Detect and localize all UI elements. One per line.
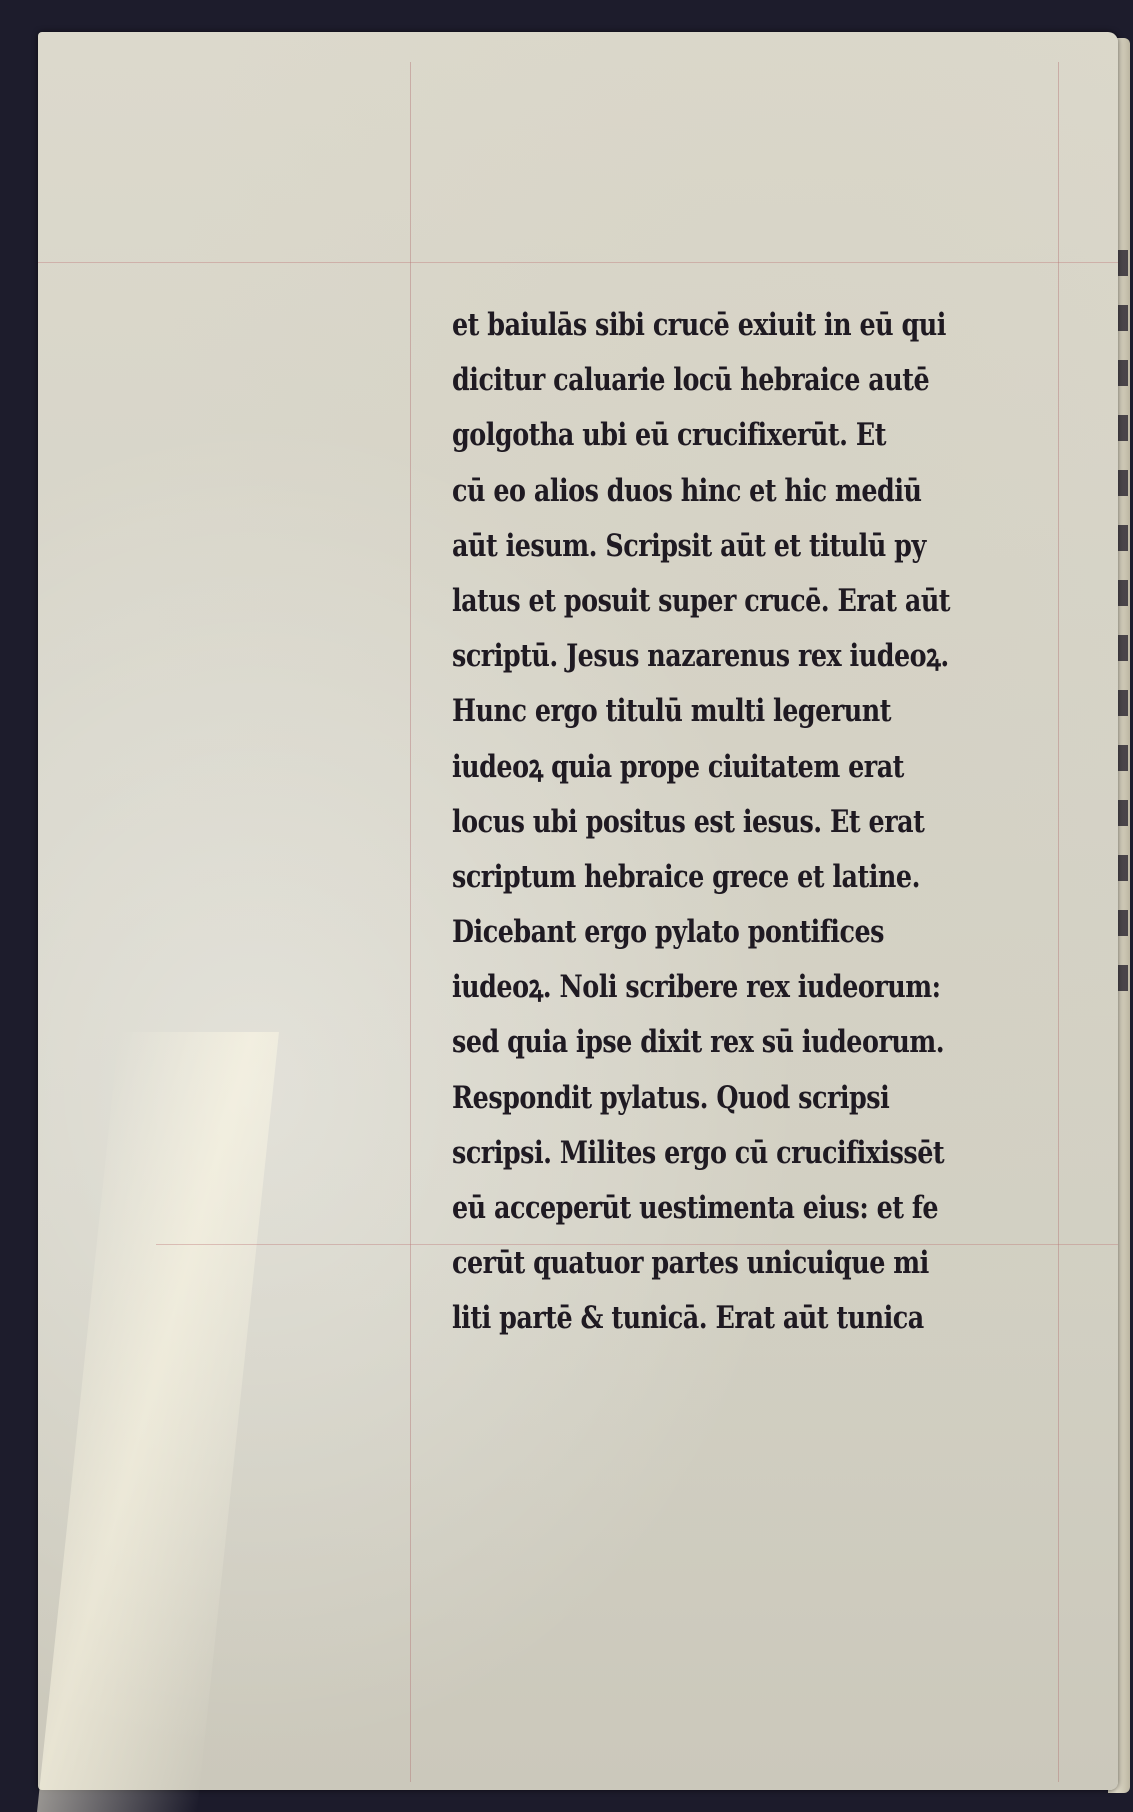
text-line: eū acceperūt uestimenta eius: et fe xyxy=(452,1190,939,1226)
text-line: Respondit pylatus. Quod scripsi xyxy=(452,1079,890,1116)
text-line: et baiulās sibi crucē exiuit in eū qui xyxy=(452,307,946,343)
text-line: iudeoꝝ. Noli scribere rex iudeorum: xyxy=(452,969,941,1006)
text-line: latus et posuit super crucē. Erat aūt xyxy=(452,582,951,619)
text-line: dicitur caluarie locū hebraice autē xyxy=(452,362,930,399)
text-line: locus ubi positus est iesus. Et erat xyxy=(452,803,925,840)
ruling-horizontal-top xyxy=(38,262,1118,263)
text-line: scripsi. Milites ergo cū crucifixissēt xyxy=(452,1134,945,1171)
text-line: golgotha ubi eū crucifixerūt. Et xyxy=(452,417,887,454)
text-line: scriptum hebraice grece et latine. xyxy=(452,858,920,895)
text-line: iudeoꝝ quia prope ciuitatem erat xyxy=(452,748,904,785)
text-line: cū eo alios duos hinc et hic mediū xyxy=(452,472,922,509)
text-line: liti partē & tunicā. Erat aūt tunica xyxy=(452,1300,924,1337)
text-line: sed quia ipse dixit rex sū iudeorum. xyxy=(452,1024,945,1061)
parchment-fold-highlight xyxy=(37,1032,279,1812)
text-line: Hunc ergo titulū multi legerunt xyxy=(452,693,891,730)
text-line: Dicebant ergo pylato pontifices xyxy=(452,914,884,951)
manuscript-text-block xyxy=(452,298,1092,1347)
manuscript-page xyxy=(38,32,1118,1790)
text-line: aūt iesum. Scripsit aūt et titulū py xyxy=(452,527,926,564)
text-line: cerūt quatuor partes unicuique mi xyxy=(452,1245,929,1282)
ruling-vertical-left xyxy=(410,62,411,1782)
text-line: scriptū. Jesus nazarenus rex iudeoꝝ. xyxy=(452,638,949,675)
